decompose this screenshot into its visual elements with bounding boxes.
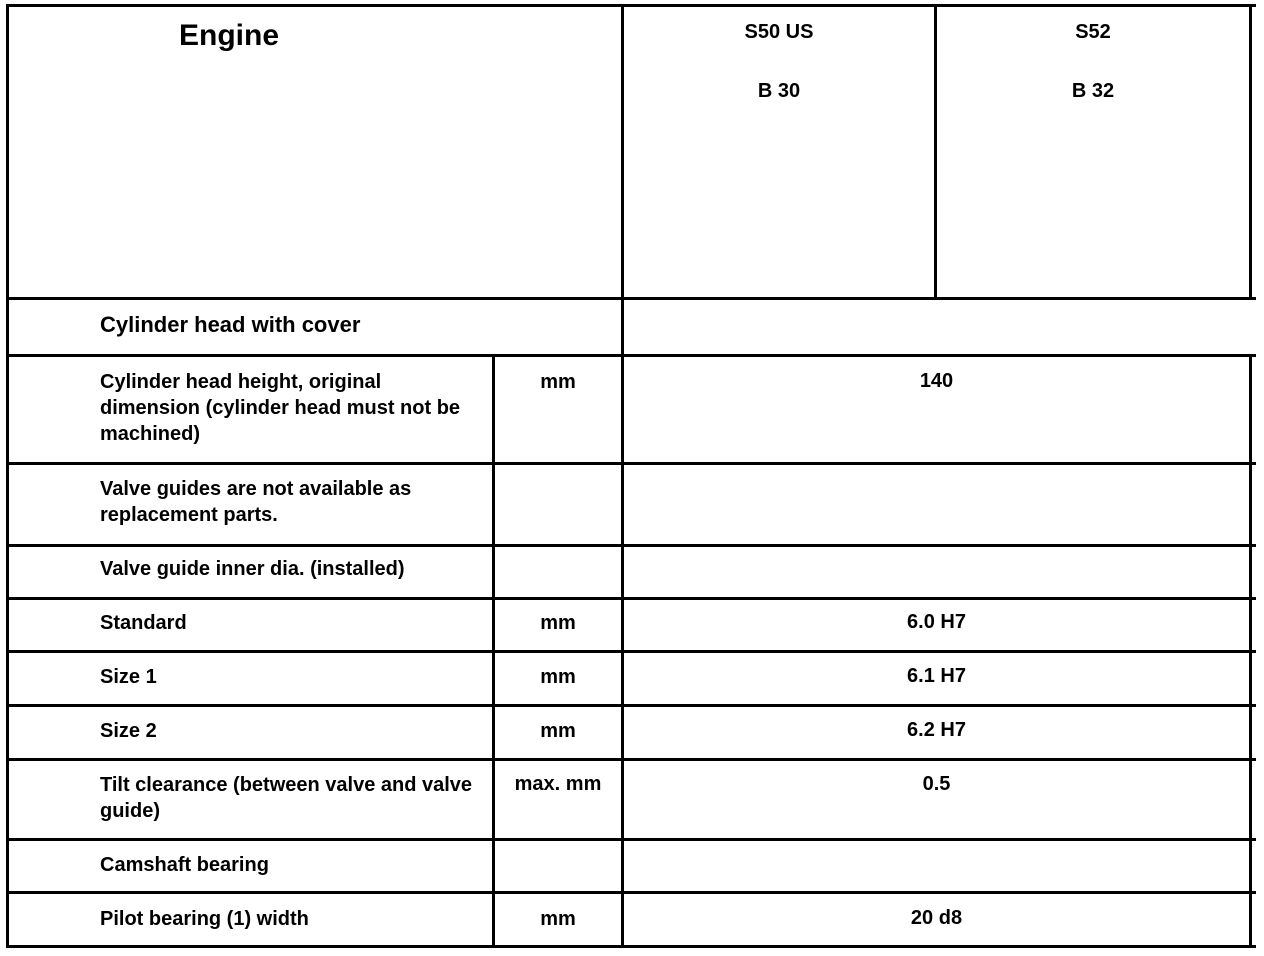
row-unit: mm bbox=[540, 612, 576, 634]
row-label: Standard bbox=[100, 612, 187, 634]
section-divider bbox=[6, 354, 1256, 357]
row-divider bbox=[6, 704, 1256, 707]
row-label: Valve guides are not available as replacement parts. bbox=[100, 478, 412, 526]
row-value: 0.5 bbox=[922, 773, 951, 795]
row-divider bbox=[6, 462, 1256, 465]
section-label: Cylinder head with cover bbox=[100, 312, 361, 337]
row-label: Pilot bearing (1) width bbox=[100, 908, 309, 930]
row-label: Size 1 bbox=[100, 666, 157, 688]
row-value: 20 d8 bbox=[910, 907, 963, 929]
row-divider bbox=[6, 891, 1256, 894]
row-label: Size 2 bbox=[100, 720, 157, 742]
row-label: Cylinder head height, original dimension (cylinder head must not be machined) bbox=[100, 371, 461, 445]
column-engine-s52: S52 bbox=[1075, 21, 1111, 43]
row-unit: mm bbox=[540, 908, 576, 930]
table-border-top bbox=[6, 4, 1256, 7]
unit-column-divider bbox=[492, 354, 495, 948]
column-engine-s50: S50 US bbox=[744, 21, 814, 43]
row-unit: mm bbox=[540, 720, 576, 742]
row-divider bbox=[6, 650, 1256, 653]
table-border-right bbox=[1249, 4, 1252, 300]
table-border-left bbox=[6, 4, 9, 948]
row-divider bbox=[6, 544, 1256, 547]
table-border-bottom bbox=[6, 945, 1256, 948]
row-label: Camshaft bearing bbox=[100, 854, 269, 876]
page-title: Engine bbox=[179, 19, 280, 52]
value-column-divider bbox=[621, 4, 624, 948]
row-unit: mm bbox=[540, 371, 576, 393]
row-value: 6.2 H7 bbox=[907, 719, 966, 741]
column-variant-b30: B 30 bbox=[757, 80, 801, 102]
row-divider bbox=[6, 597, 1256, 600]
row-value: 6.1 H7 bbox=[907, 665, 966, 687]
row-unit: max. mm bbox=[514, 773, 602, 795]
row-value: 140 bbox=[919, 370, 954, 392]
engine-column-divider bbox=[934, 4, 937, 300]
row-divider bbox=[6, 758, 1256, 761]
row-label: Valve guide inner dia. (installed) bbox=[100, 558, 405, 580]
column-variant-b32: B 32 bbox=[1071, 80, 1115, 102]
row-value: 6.0 H7 bbox=[907, 611, 966, 633]
row-label: Tilt clearance (between valve and valve guide) bbox=[100, 774, 473, 822]
row-unit: mm bbox=[540, 666, 576, 688]
header-divider bbox=[6, 297, 1256, 300]
row-divider bbox=[6, 838, 1256, 841]
